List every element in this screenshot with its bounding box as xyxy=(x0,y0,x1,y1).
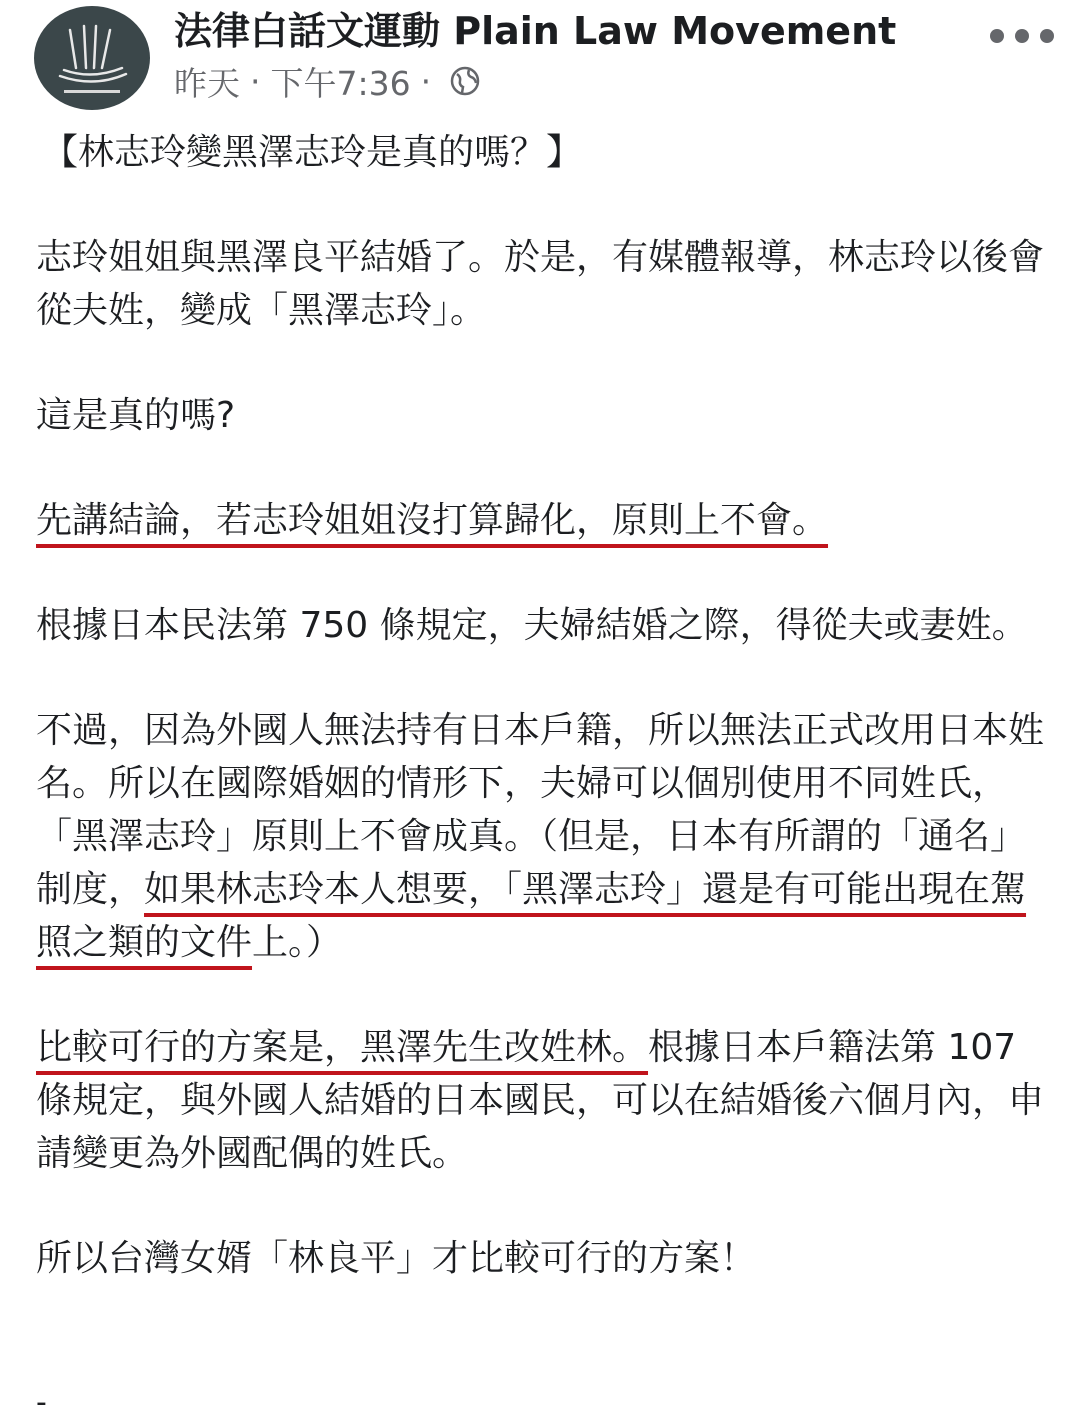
post-title: 【林志玲變黑澤志玲是真的嗎？】 xyxy=(42,132,583,173)
more-dots-icon xyxy=(1015,29,1029,43)
post-text: 上。） xyxy=(252,922,343,963)
highlighted-text: 先講結論，若志玲姐姐沒打算歸化，原則上不會。 xyxy=(36,500,829,541)
more-dots-icon xyxy=(990,29,1004,43)
globe-icon[interactable] xyxy=(449,65,481,97)
post-paragraph xyxy=(36,494,1046,547)
meta-separator: · xyxy=(250,61,261,101)
meta-separator: · xyxy=(420,61,432,101)
post-header xyxy=(0,0,1080,115)
post-body xyxy=(36,126,1046,1337)
page-name[interactable]: 法律白話文運動 Plain Law Movement xyxy=(174,9,897,53)
more-dots-icon xyxy=(1040,29,1054,43)
post-date[interactable]: 昨天 xyxy=(174,63,240,103)
post-paragraph: 根據日本民法第 750 條規定，夫婦結婚之際，得從夫或妻姓。 xyxy=(36,605,1028,646)
post-paragraph: 這是真的嗎? xyxy=(36,395,236,436)
trailing-dash: - xyxy=(36,1385,47,1420)
post-meta xyxy=(174,60,481,102)
post-text: 根據日本戶籍法第 107 條規定，與外國人結婚的日本國民，可以在結婚後六個月內，申請變更為外國配偶的姓氏。 xyxy=(36,1027,1045,1174)
highlighted-text: 比較可行的方案是，黑澤先生改姓林。 xyxy=(36,1027,649,1068)
post-time[interactable]: 下午7:36 xyxy=(270,63,411,103)
post-paragraph: 所以台灣女婿「林良平」才比較可行的方案！ xyxy=(36,1238,757,1279)
post-paragraph xyxy=(36,1021,1046,1180)
logo-icon xyxy=(34,6,150,110)
highlighted-text: 如果林志玲本人想要，「黑澤志玲」還是有可能出現在駕照之類的文件 xyxy=(36,869,1027,963)
post-paragraph xyxy=(36,704,1046,969)
post-text: 不過，因為外國人無法持有日本戶籍，所以無法正式改用日本姓名。所以在國際婚姻的情形下，夫婦可以個別使用不同姓氏，「黑澤志玲」原則上不會成真。（但是，日本有所謂的「通名」制度， xyxy=(36,710,1045,910)
more-options-button[interactable] xyxy=(990,18,1054,54)
post-paragraph: 志玲姐姐與黑澤良平結婚了。於是，有媒體報導，林志玲以後會從夫姓，變成「黑澤志玲」。 xyxy=(36,237,1045,331)
avatar[interactable] xyxy=(34,6,150,110)
